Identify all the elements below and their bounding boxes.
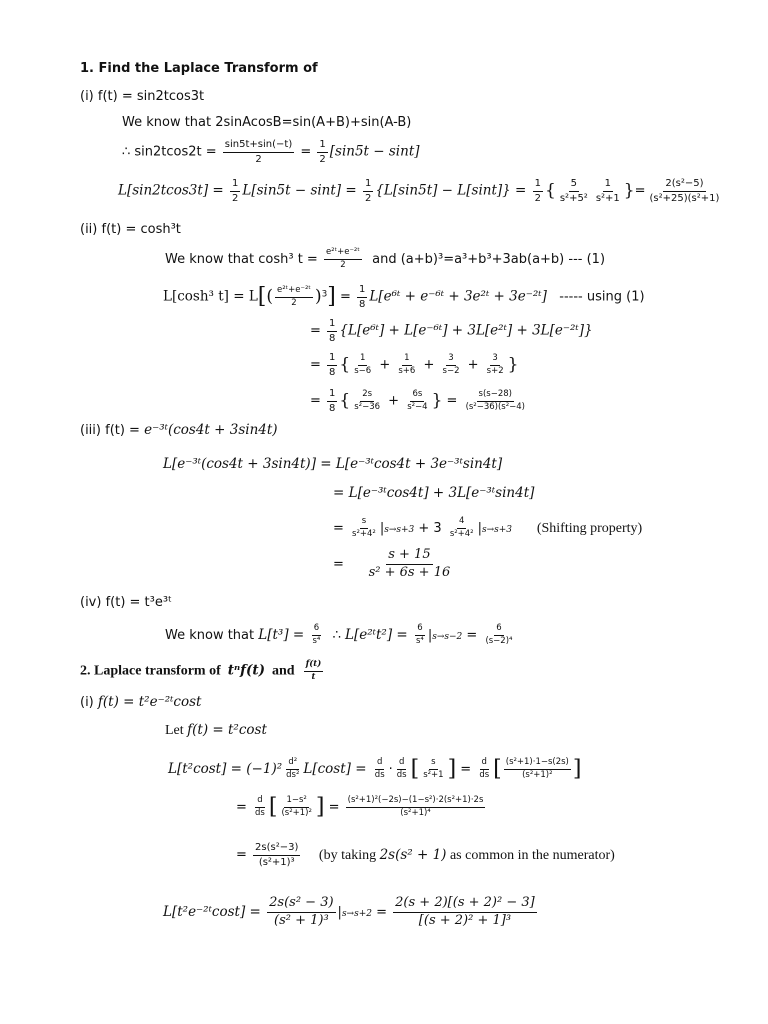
laplace-sin2tcos3t-step: L[sin2tcos3t] = $\frac{1}{2}$ L[sin5t − sint] = $\frac{1}{2}$ {L[sin5t] − L[sint]} = $\frac{1}{2}$ { $\frac{5}{\text{s²+5²}}$ $\frac{1}{\text{s²+1}}$ }= $\frac{\text{2(s²−5)}}{\text{(s²+25)(s²+1)}}$ — [118, 178, 720, 204]
exp-step-2: = L[e⁻³ᵗcos4t] + 3L[e⁻³ᵗsin4t] — [333, 485, 535, 501]
q2-part-i-label: (i) f(t) = t²e⁻²ᵗcost — [80, 694, 202, 710]
derivative-step-1: L[t²cost] = (−1)² $\frac{\text{d²}}{\text{ds²}}$ L[cost] = $\frac{d}{ds}$ · $\frac{d}{ds}$ [ $\frac{s}{\text{s²+1}}$ ] = $\frac{d}{ds}$ [ $\frac{\text{(s²+1)·1−s(2s)}}{\text{(s²+1)²}}$ ] — [168, 756, 582, 782]
exp-step-4: = $\frac{s + 15}{\text{s² + 6s + 16}}$ — [333, 547, 451, 580]
part-ii-label: (ii) f(t) = cosh³t — [80, 222, 181, 237]
step-sin2tcos2t: ∴ sin2tcos2t = $\frac{\sin 5t+\sin(-t)}{2}$ = $\frac{1}{2}$ [sin5t − sint] — [122, 139, 420, 165]
cosh-identity: We know that cosh³ t = $\frac{\text{e²ᵗ+e⁻²ᵗ}}{2}$ and (a+b)³=a³+b³+3ab(a+b) --- (1) — [165, 247, 606, 270]
exp-step-3: = $\frac{s}{\text{s²+4²}}$ |s→s+3 + 3 $\frac{4}{\text{s²+4²}}$ |s→s+3 (Shifting property) — [333, 516, 643, 539]
derivative-step-2: = $\frac{d}{ds}$ [ $\frac{\text{1−s²}}{\text{(s²+1)²}}$ ] = $\frac{\text{(s²+1)²(−2s)−(1−s²)·2(s²+1)·2s}}{\text{(s²+1)⁴}}$ — [236, 794, 484, 820]
let-statement: Let f(t) = t²cost — [165, 722, 267, 738]
part-iii-label: (iii) f(t) = e⁻³ᵗ(cos4t + 3sin4t) — [80, 422, 278, 438]
identity-statement: We know that 2sinAcosB=sin(A+B)+sin(A-B) — [122, 115, 412, 130]
question-1-title: 1. Find the Laplace Transform of — [80, 61, 318, 76]
exp-step-1: L[e⁻³ᵗ(cos4t + 3sin4t)] = L[e⁻³ᵗcos4t + 3e⁻³ᵗsin4t] — [163, 456, 503, 472]
question-2-title: 2. Laplace transform of tⁿf(t) and $\frac{f(t)}{t}$ — [80, 659, 322, 682]
derivative-step-3: = $\frac{\text{2s(s²−3)}}{\text{(s²+1)³}}$ (by taking 2s(s² + 1) as common in the numerator) — [236, 842, 615, 868]
cosh-step-4: = $\frac{1}{8}$ { $\frac{2s}{\text{s²−36}}$ + $\frac{6s}{\text{s²−4}}$ } = $\frac{s(s-28)}{\text{(s²−36)(s²−4)}}$ — [310, 388, 525, 414]
cosh-step-2: = $\frac{1}{8}$ {L[e⁶ᵗ] + L[e⁻⁶ᵗ] + 3L[e²ᵗ] + 3L[e⁻²ᵗ]} — [310, 318, 593, 344]
part-i-label: (i) f(t) = sin2tcos3t — [80, 89, 205, 104]
t3-step: We know that L[t³] = $\frac{6}{\text{s⁴}}$ ∴ L[e²ᵗt²] = $\frac{6}{\text{s⁴}}$ |s→s−2 = $\frac{6}{\text{(s−2)⁴}}$ — [165, 623, 513, 646]
cosh-step-3: = $\frac{1}{8}$ { $\frac{1}{s-6}$ + $\frac{1}{s+6}$ + $\frac{3}{s-2}$ + $\frac{3}{s+2}$ } — [310, 352, 519, 378]
cosh-step-1: L[cosh³ t] = L[( $\frac{\text{e²ᵗ+e⁻²ᵗ}}{2}$ )$^3$] = $\frac{1}{8}$ L[e⁶ᵗ + e⁻⁶ᵗ + 3e²ᵗ + 3e⁻²ᵗ] ----- using (1) — [163, 284, 645, 310]
final-result: L[t²e⁻²ᵗcost] = $\frac{\text{2s(s² − 3)}}{\text{(s² + 1)³}}$ |s→s+2 = $\frac{\text{2(s + 2)[(s + 2)² − 3]}}{\text{[(s + 2)² + 1]³}}$ — [163, 895, 535, 928]
part-iv-label: (iv) f(t) = t³e³ᵗ — [80, 595, 172, 610]
